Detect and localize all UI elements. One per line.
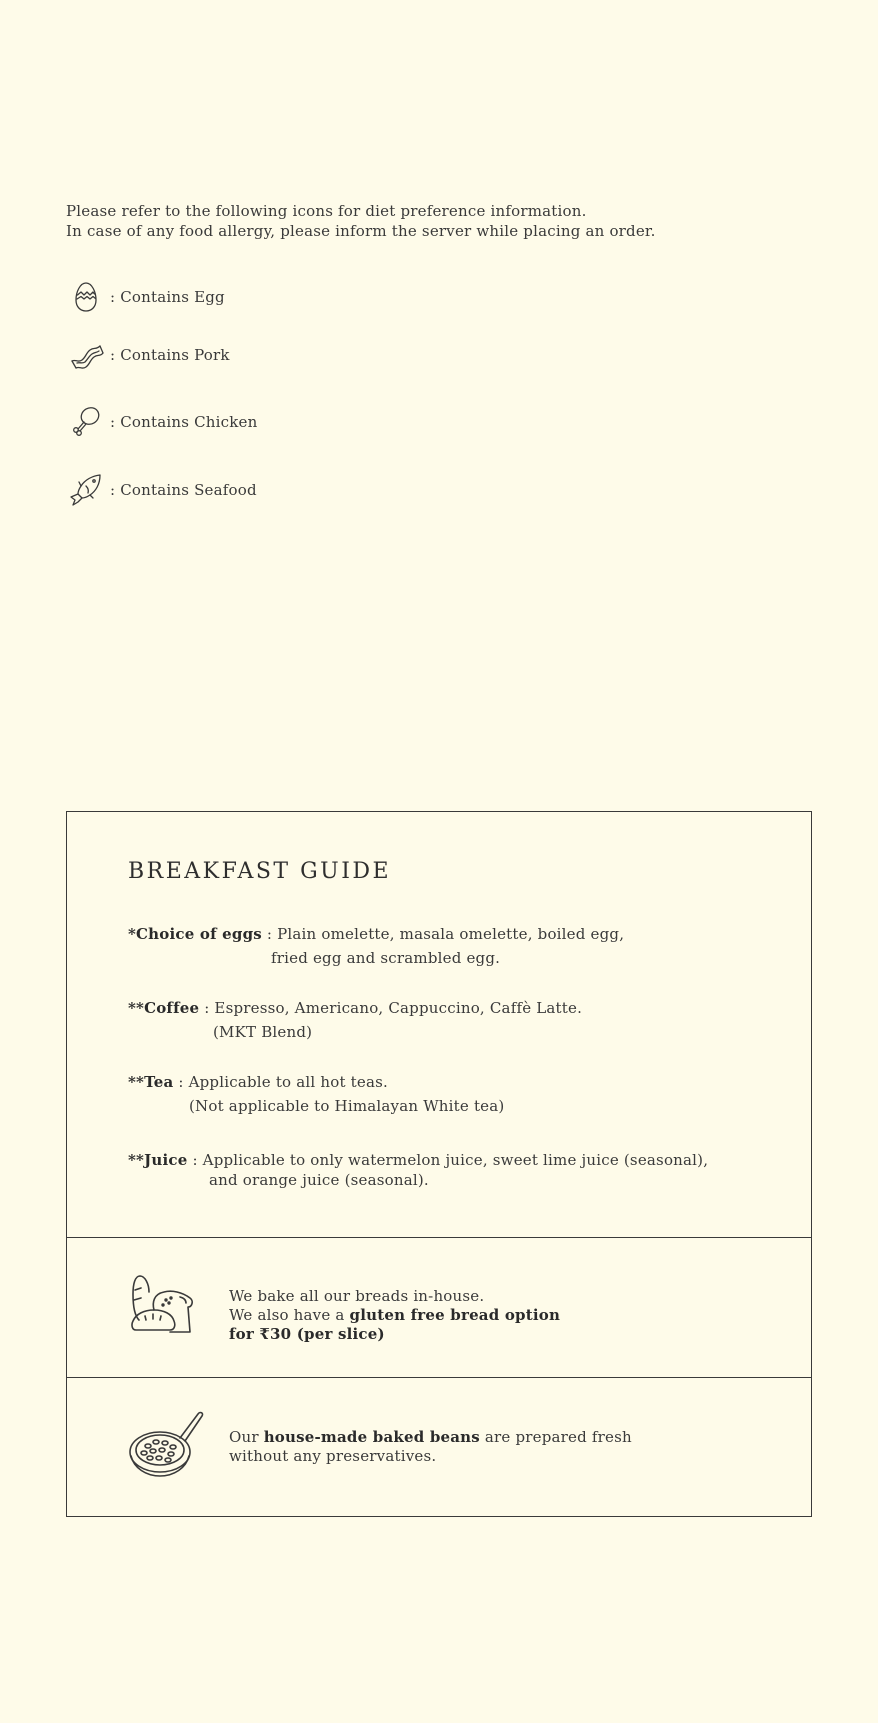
juice-text-1: : Applicable to only watermelon juice, sweet lime juice (seasonal), [192, 1151, 709, 1169]
eggs-text-2: fried egg and scrambled egg. [271, 949, 501, 967]
beans-note-section [67, 1378, 811, 1516]
legend-label-chicken: : Contains Chicken [110, 413, 258, 431]
coffee-text-2: (MKT Blend) [213, 1023, 313, 1041]
bread-icon [128, 1270, 198, 1344]
tea-text-2: (Not applicable to Himalayan White tea) [189, 1097, 505, 1115]
legend-label-seafood: : Contains Seafood [110, 481, 257, 499]
legend-item-egg [66, 277, 225, 317]
frying-pan-beans-icon [128, 1408, 208, 1484]
guide-entry-juice [128, 1150, 708, 1190]
guide-entry-coffee [128, 996, 582, 1044]
legend-item-pork [66, 335, 230, 375]
tea-key: **Tea [128, 1073, 174, 1091]
juice-key: **Juice [128, 1151, 188, 1169]
intro-line-2: In case of any food allergy, please inform the server while placing an order. [66, 222, 656, 240]
legend-item-chicken [66, 402, 257, 442]
bread-note-text [229, 1287, 560, 1344]
fish-icon [66, 470, 106, 510]
beans-note-line-1-bold: house-made baked beans [263, 1428, 480, 1446]
legend-label-pork: : Contains Pork [110, 346, 230, 364]
beans-note-line-1-plain-a: Our [229, 1428, 264, 1446]
guide-entry-eggs [128, 922, 624, 970]
bread-note-line-3-bold: for ₹30 (per slice) [229, 1325, 385, 1343]
tea-text-1: : Applicable to all hot teas. [178, 1073, 388, 1091]
juice-text-2: and orange juice (seasonal). [209, 1171, 429, 1189]
coffee-key: **Coffee [128, 999, 200, 1017]
bacon-icon [66, 335, 106, 375]
beans-note-line-1-plain-b: are prepared fresh [479, 1428, 632, 1446]
bread-note-line-2 [229, 1306, 560, 1325]
diet-info-intro [66, 201, 656, 241]
breakfast-guide-section [67, 812, 811, 1238]
guide-entry-tea [128, 1070, 504, 1118]
bread-note-line-2-plain: We also have a [229, 1306, 350, 1324]
chicken-leg-icon [66, 402, 106, 442]
coffee-text-1: : Espresso, Americano, Cappuccino, Caffè Latte. [204, 999, 583, 1017]
egg-icon [66, 277, 106, 317]
beans-note-line-2: without any preservatives. [229, 1447, 437, 1465]
legend-label-egg: : Contains Egg [110, 288, 225, 306]
bread-note-line-1: We bake all our breads in-house. [229, 1287, 485, 1305]
beans-note-line-1 [229, 1428, 632, 1447]
eggs-key: *Choice of eggs [128, 925, 262, 943]
legend-item-seafood [66, 470, 257, 510]
beans-note-text [229, 1428, 632, 1466]
bread-note-line-2-bold: gluten free bread option [349, 1306, 561, 1324]
bread-note-section [67, 1237, 811, 1378]
intro-line-1: Please refer to the following icons for diet preference information. [66, 202, 587, 220]
bread-note-line-3 [229, 1325, 560, 1344]
eggs-text-1: : Plain omelette, masala omelette, boiled egg, [266, 925, 625, 943]
breakfast-guide-box [66, 811, 812, 1517]
breakfast-guide-title: BREAKFAST GUIDE [128, 859, 392, 884]
